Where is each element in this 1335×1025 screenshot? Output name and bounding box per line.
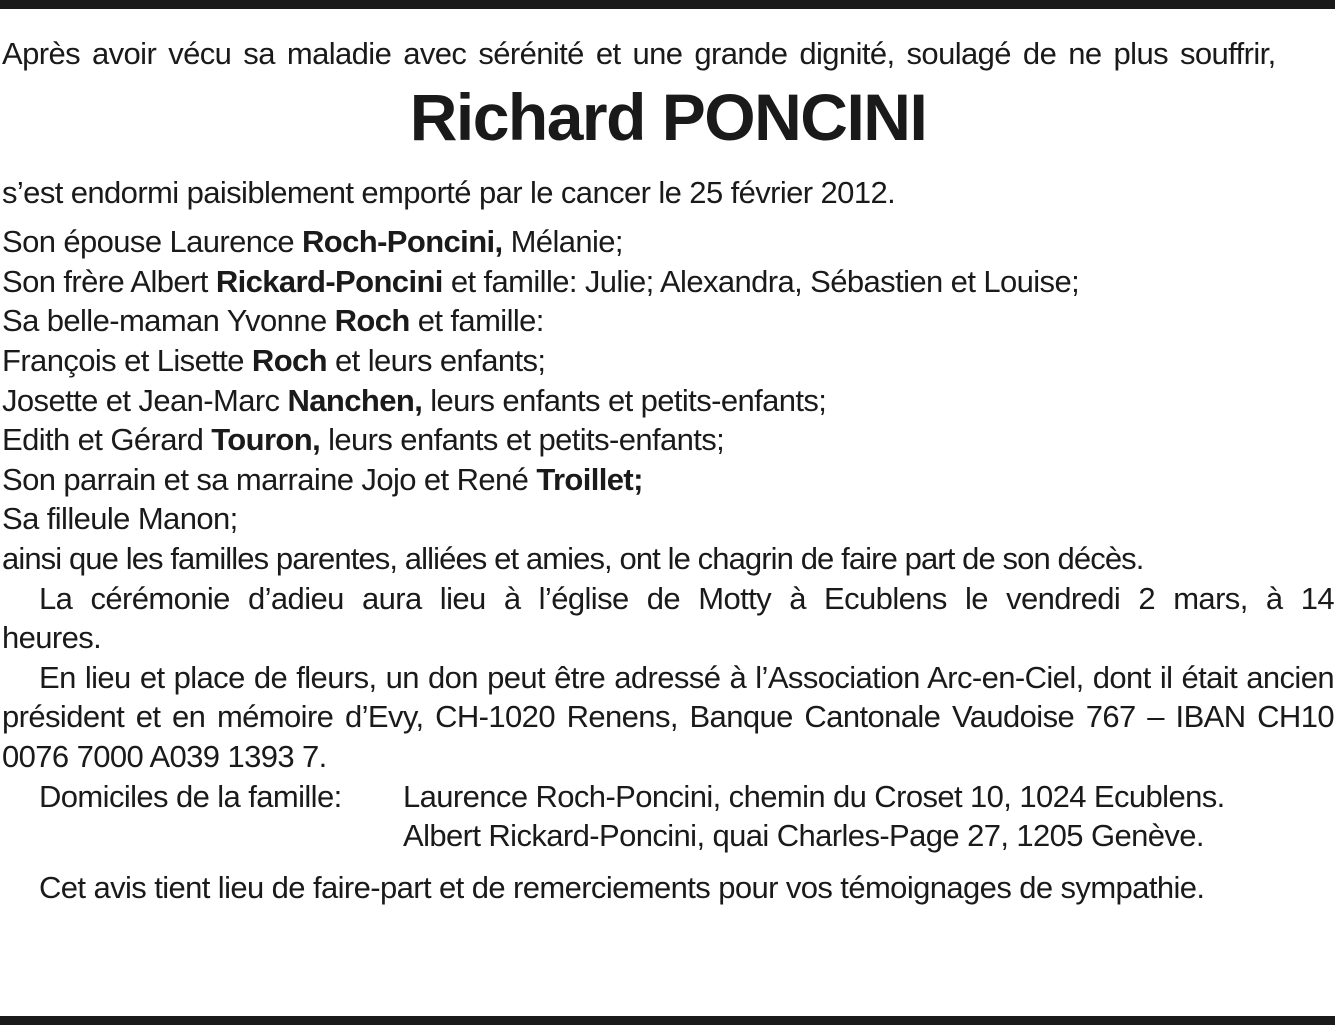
family-line: François et Lisette Roch et leurs enfants; bbox=[2, 342, 546, 378]
family-line: Edith et Gérard Touron, leurs enfants et petits-enfants; bbox=[2, 422, 725, 458]
intro-text: Après avoir vécu sa maladie avec sérénité et une grande dignité, soulagé de ne plus souffrir, bbox=[2, 36, 1276, 71]
family-line: Son parrain et sa marraine Jojo et René Troillet; bbox=[2, 461, 643, 497]
donation-paragraph: En lieu et place de fleurs, un don peut être adressé à l’Association Arc-en-Ciel, dont il était ancien président et en mémoire d’Evy, CH-1020 Renens, Banque Cantonale Vaudoise 767 – IBAN CH10 0076 7000 A039 1393 7. bbox=[2, 659, 1334, 774]
closing-paragraph: Cet avis tient lieu de faire-part et de remerciements pour vos témoignages de sympathie. bbox=[39, 869, 1205, 905]
domiciles-label: Domiciles de la famille: bbox=[39, 778, 342, 814]
domicile-address: Albert Rickard-Poncini, quai Charles-Page 27, 1205 Genève. bbox=[403, 818, 1204, 854]
death-announcement: s’est endormi paisiblement emporté par le cancer le 25 février 2012. bbox=[2, 174, 896, 210]
family-line: Sa belle-maman Yvonne Roch et famille: bbox=[2, 303, 544, 339]
obituary-notice bbox=[2, 34, 1334, 907]
top-border-rule bbox=[0, 0, 1335, 9]
bottom-border-rule bbox=[0, 1016, 1335, 1025]
families-line: ainsi que les familles parentes, alliées et amies, ont le chagrin de faire part de son décès. bbox=[2, 540, 1144, 576]
domicile-address: Laurence Roch-Poncini, chemin du Croset 10, 1024 Ecublens. bbox=[403, 778, 1225, 814]
domiciles-addresses bbox=[403, 777, 1225, 856]
ceremony-paragraph: La cérémonie d’adieu aura lieu à l’église de Motty à Ecublens le vendredi 2 mars, à 14 heures. bbox=[2, 580, 1334, 656]
family-domiciles bbox=[2, 777, 1334, 856]
family-line: Sa filleule Manon; bbox=[2, 501, 238, 537]
family-line: Josette et Jean-Marc Nanchen, leurs enfants et petits-enfants; bbox=[2, 382, 827, 418]
family-line: Son épouse Laurence Roch-Poncini, Mélanie; bbox=[2, 224, 623, 260]
deceased-name: Richard PONCINI bbox=[409, 79, 927, 154]
family-list bbox=[2, 222, 1334, 539]
family-line: Son frère Albert Rickard-Poncini et famille: Julie; Alexandra, Sébastien et Louise; bbox=[2, 263, 1080, 299]
